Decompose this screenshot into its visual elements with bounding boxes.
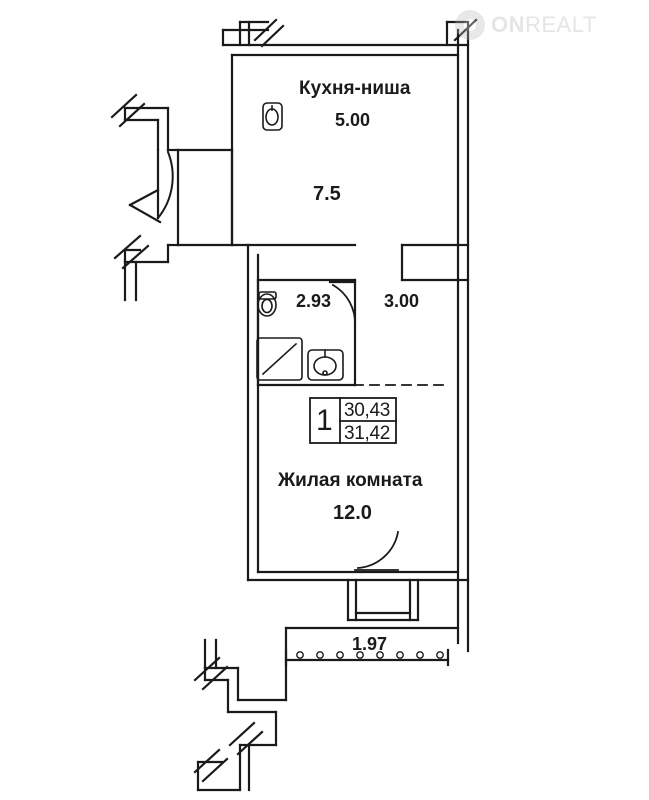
room-area-living: 12.0 <box>333 502 372 524</box>
watermark <box>455 10 597 40</box>
room-area-kitchen: 7.5 <box>313 183 341 205</box>
area-total: 30,43 <box>344 400 391 421</box>
room-label-kitchen: Кухня-ниша <box>299 78 411 99</box>
dimension-label-2-93: 2.93 <box>296 291 332 311</box>
dimension-label-1-97: 1.97 <box>352 634 388 654</box>
watermark-brand-light: REALT <box>525 12 597 37</box>
watermark-text <box>491 12 597 38</box>
room-label-living: Жилая комната <box>278 470 423 491</box>
dimension-label-3-00: 3.00 <box>384 291 420 311</box>
area-with-balcony: 31,42 <box>344 423 391 444</box>
circle-logo-icon <box>455 10 485 40</box>
dimension-label-5-00: 5.00 <box>335 110 371 130</box>
rooms-count: 1 <box>316 404 333 437</box>
watermark-brand-bold: ON <box>491 12 525 37</box>
